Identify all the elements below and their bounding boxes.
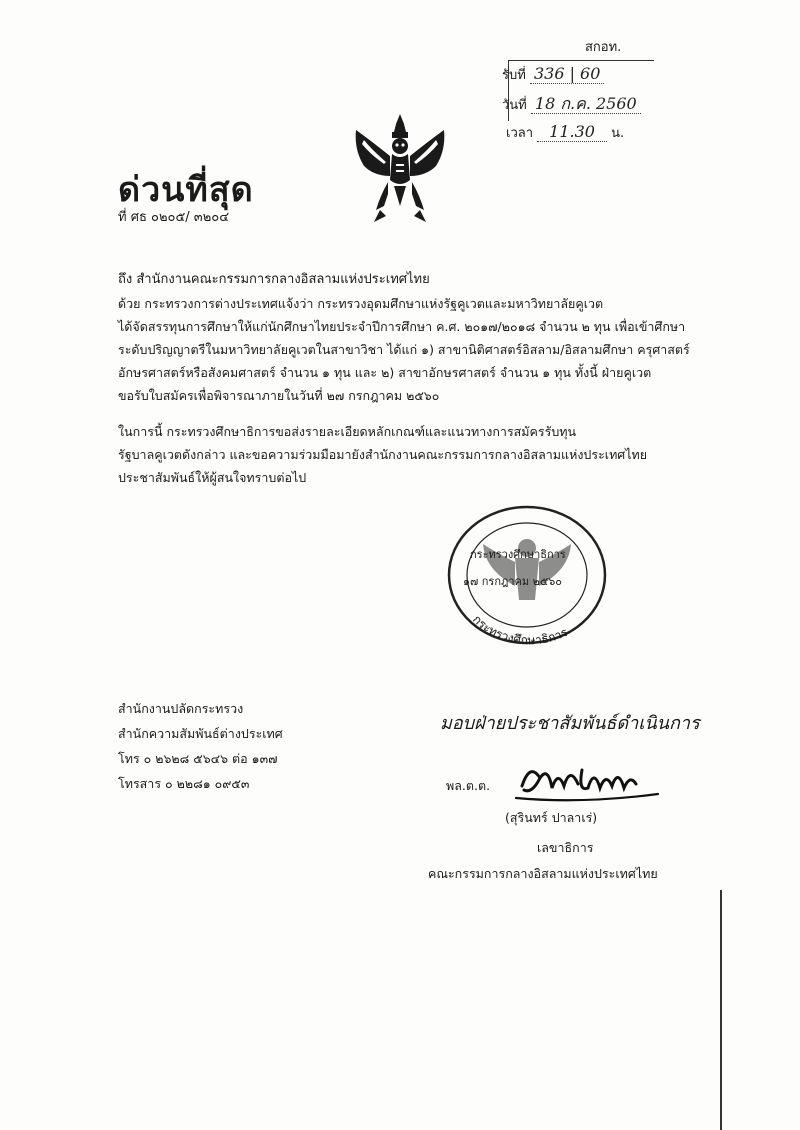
- body-paragraph-2: [118, 420, 708, 489]
- receipt-time-label: เวลา: [506, 126, 534, 141]
- receipt-no-label: รับที่: [502, 68, 526, 83]
- margin-line: [720, 890, 722, 1130]
- receipt-no-row: [502, 64, 604, 85]
- receipt-stamp: [500, 30, 660, 145]
- sender-office: สำนักงานปลัดกระทรวง: [118, 701, 244, 716]
- seal-line-2: ๑๗ กรกฎาคม ๒๕๖๐: [463, 575, 562, 588]
- body-line: ได้จัดสรรทุนการศึกษาให้แก่นักศึกษาไทยประจำปีการศึกษา ค.ศ. ๒๐๑๗/๒๐๑๘ จำนวน ๒ ทุน เพื่อเข้าศึกษา: [118, 319, 686, 334]
- document-number: ที่ ศธ ๐๒๐๕/ ๓๒๐๔: [118, 210, 230, 225]
- ministry-seal: [435, 500, 620, 650]
- body-line: ด้วย กระทรวงการต่างประเทศแจ้งว่า กระทรวงอุดมศึกษาแห่งรัฐคูเวตและมหาวิทยาลัยคูเวต: [118, 296, 604, 311]
- seal-ring-text: กระทรวงศึกษาธิการ: [469, 612, 570, 648]
- addressee: ถึง สำนักงานคณะกรรมการกลางอิสลามแห่งประเทศไทย: [118, 272, 430, 287]
- sender-fax: โทรสาร ๐ ๒๒๘๑ ๐๙๕๓: [118, 776, 250, 791]
- body-line: ประชาสัมพันธ์ให้ผู้สนใจทราบต่อไป: [118, 470, 307, 485]
- receipt-date-label: วันที่: [502, 98, 527, 113]
- receipt-time-value: 11.30: [537, 122, 607, 142]
- sender-block: [118, 696, 283, 796]
- receipt-no-value: 336 | 60: [530, 64, 604, 84]
- receipt-date-row: [502, 92, 641, 117]
- handwritten-signature: [512, 748, 662, 810]
- receipt-org: สกอท.: [585, 40, 622, 55]
- body-paragraph-1: [118, 292, 708, 407]
- signatory-committee: คณะกรรมการกลางอิสลามแห่งประเทศไทย: [428, 866, 658, 881]
- signatory-name: (สุรินทร์ ปาลาเร่): [505, 810, 598, 825]
- body-line: อักษรศาสตร์หรือสังคมศาสตร์ จำนวน ๑ ทุน และ ๒) สาขาอักษรศาสตร์ จำนวน ๑ ทุน ทั้งนี้ ฝ่ายคูเวต: [118, 365, 652, 380]
- seal-line-1: กระทรวงศึกษาธิการ: [470, 548, 566, 561]
- body-line: ระดับปริญญาตรีในมหาวิทยาลัยคูเวตในสาขาวิชา ได้แก่ ๑) สาขานิติศาสตร์อิสลาม/อิสลามศึกษา ครุศาสตร์: [118, 342, 690, 357]
- body-line: ขอรับใบสมัครเพื่อพิจารณาภายในวันที่ ๒๗ กรกฎาคม ๒๕๖๐: [118, 388, 440, 403]
- body-line: รัฐบาลคูเวตดังกล่าว และขอความร่วมมือมายังสำนักงานคณะกรรมการกลางอิสลามแห่งประเทศไทย: [118, 447, 648, 462]
- signatory-position: เลขาธิการ: [537, 840, 594, 855]
- urgent-heading: ด่วนที่สุด: [118, 170, 254, 210]
- receipt-time-unit: น.: [611, 126, 625, 141]
- sender-tel: โทร ๐ ๒๖๒๘ ๕๖๔๖ ต่อ ๑๓๗: [118, 751, 278, 766]
- receipt-date-value: 18 ก.ค. 2560: [531, 94, 641, 114]
- sender-bureau: สำนักความสัมพันธ์ต่างประเทศ: [118, 726, 283, 741]
- receipt-time-row: [506, 122, 624, 143]
- garuda-emblem: [350, 110, 450, 230]
- handwritten-note: มอบฝ่ายประชาสัมพันธ์ดำเนินการ: [440, 713, 700, 734]
- signatory-rank: พล.ต.ต.: [446, 778, 491, 793]
- body-line: ในการนี้ กระทรวงศึกษาธิการขอส่งรายละเอียดหลักเกณฑ์และแนวทางการสมัครรับทุน: [118, 424, 577, 439]
